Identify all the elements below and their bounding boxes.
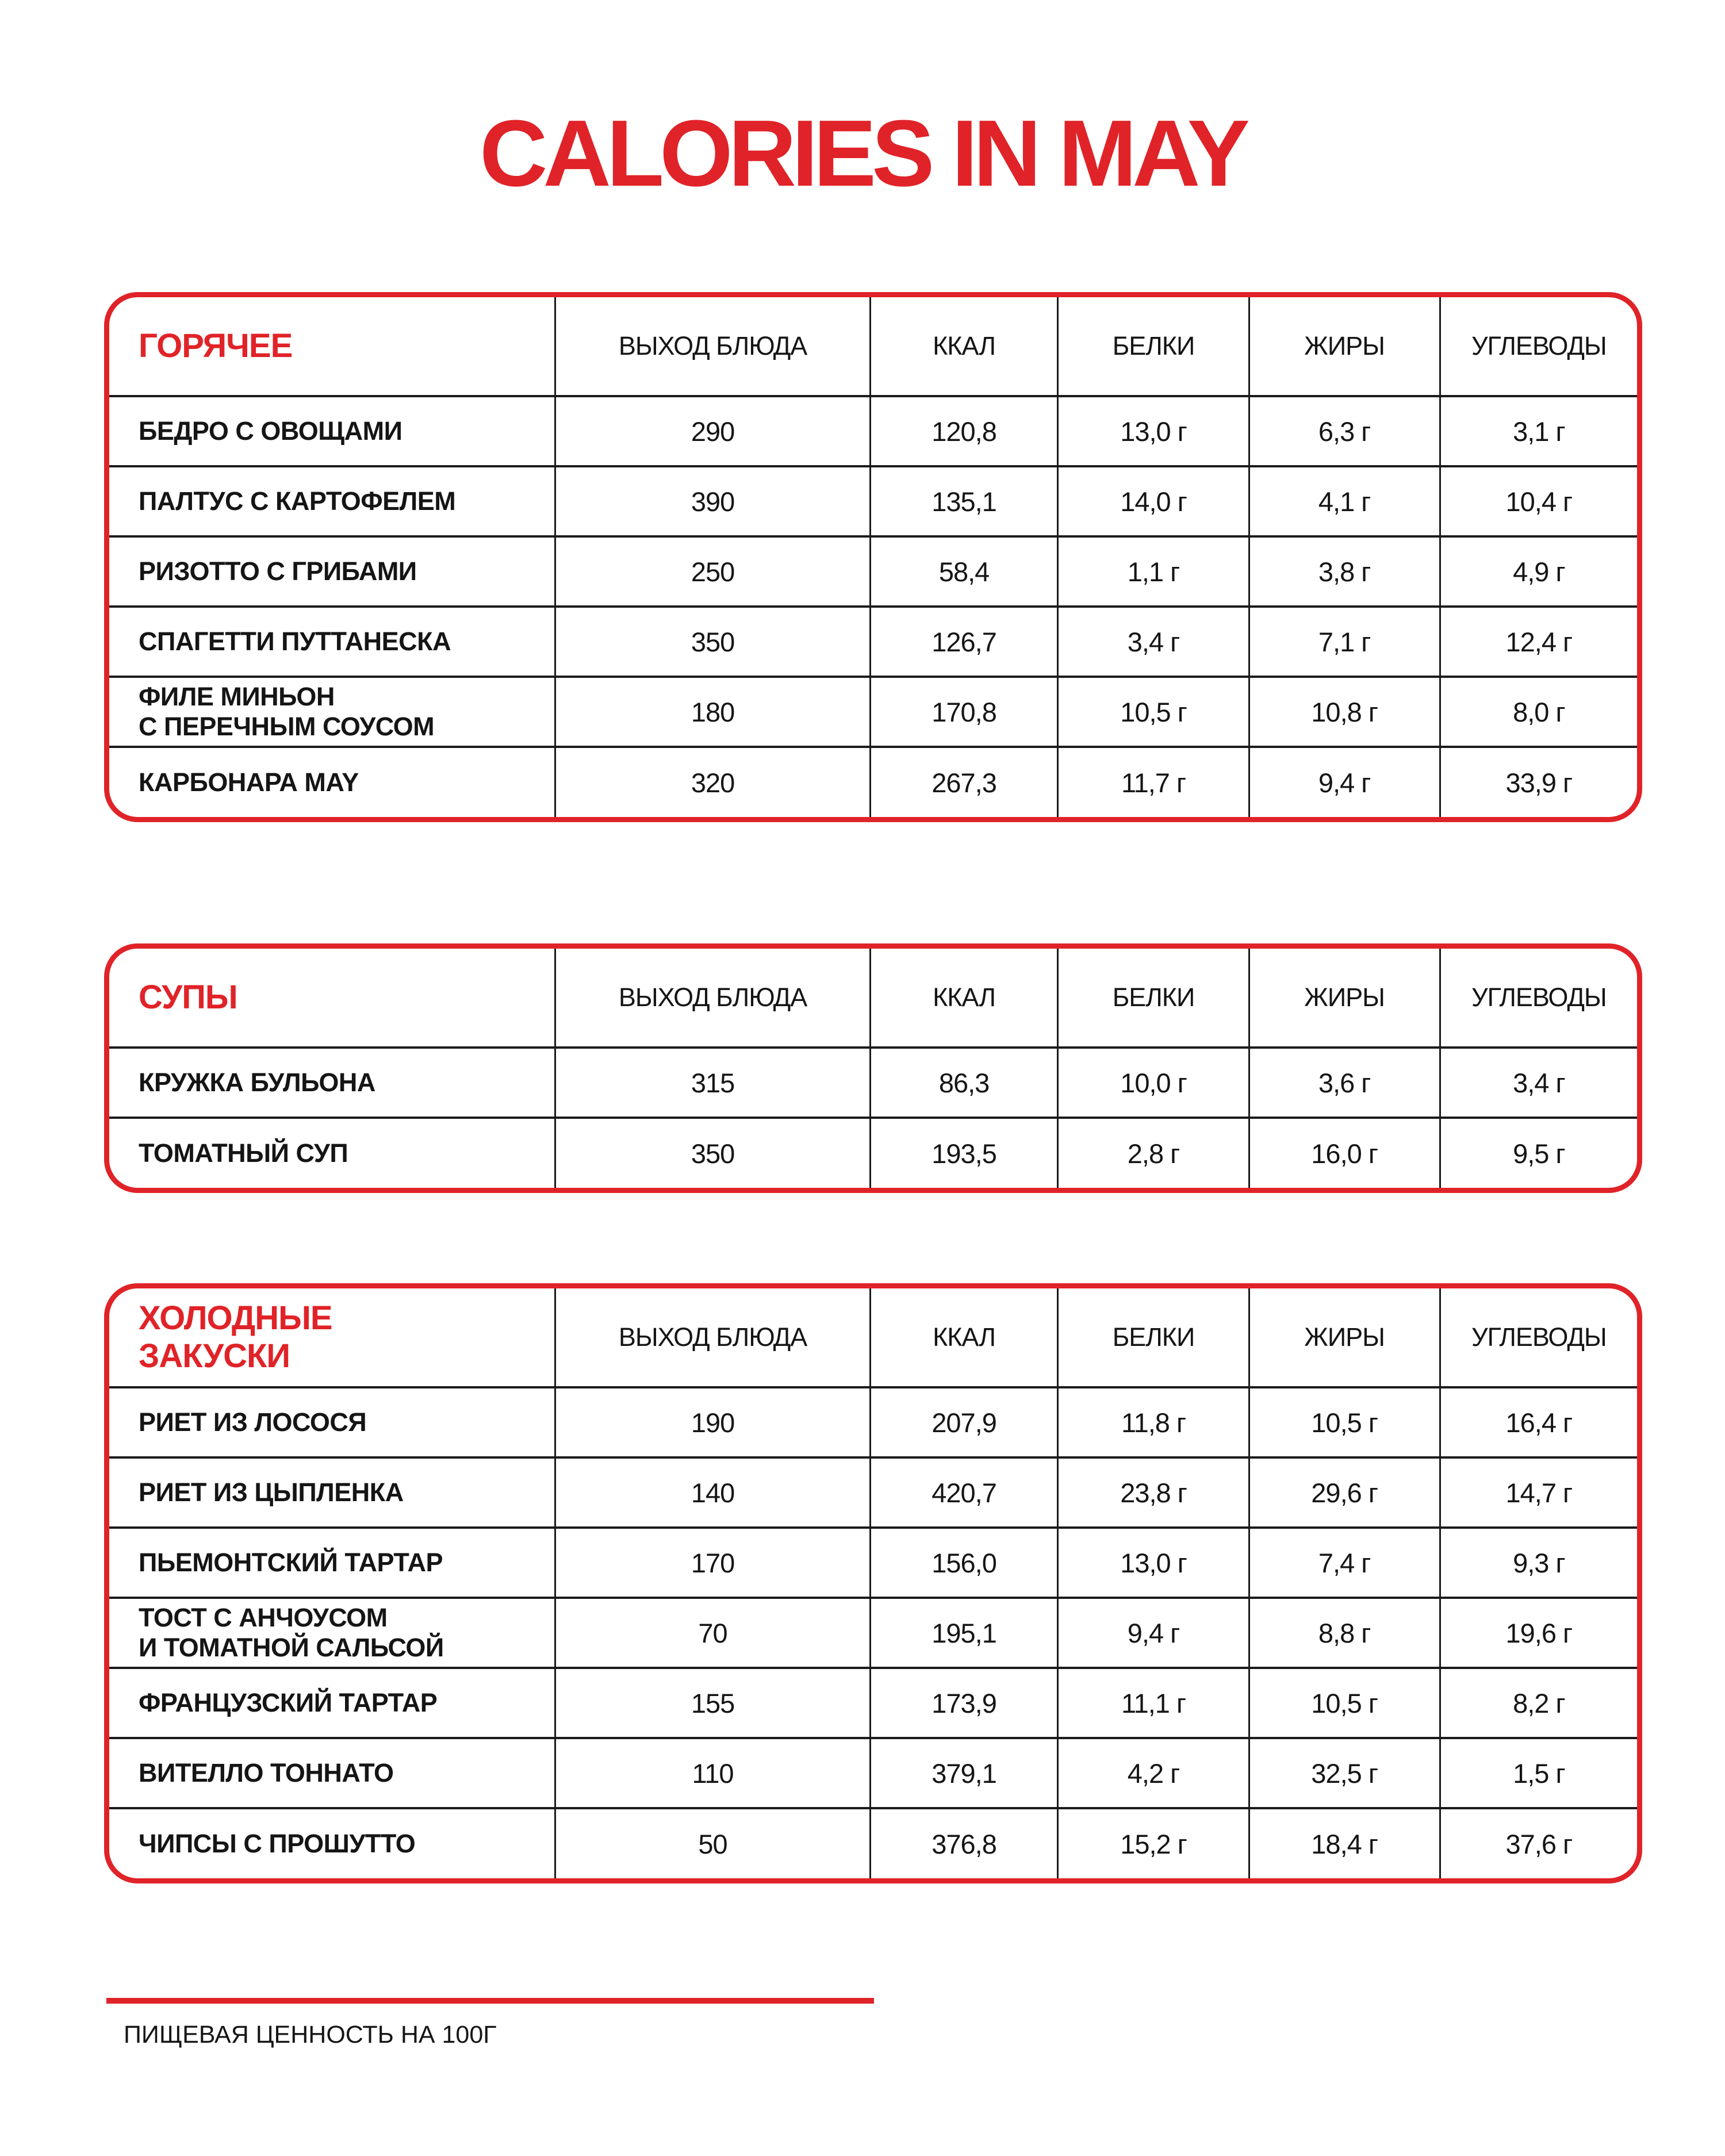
menu-table-cold-starters xyxy=(109,1288,1637,1878)
output-value: 290 xyxy=(555,396,870,466)
dish-name: СПАГЕТТИ ПУТТАНЕСКА xyxy=(109,607,555,677)
section-title-cold-starters: ХОЛОДНЫЕ ЗАКУСКИ xyxy=(109,1288,555,1387)
carbs-value: 16,4 г xyxy=(1440,1387,1637,1457)
table-card-hot xyxy=(104,292,1642,822)
protein-value: 1,1 г xyxy=(1058,536,1249,607)
dish-name: ФРАНЦУЗСКИЙ ТАРТАР xyxy=(109,1668,555,1738)
protein-value: 15,2 г xyxy=(1058,1808,1249,1878)
table-row xyxy=(109,747,1637,817)
fat-value: 7,1 г xyxy=(1249,607,1440,677)
carbs-value: 3,4 г xyxy=(1440,1048,1637,1118)
dish-name: ФИЛЕ МИНЬОН С ПЕРЕЧНЫМ СОУСОМ xyxy=(109,677,555,747)
table-row xyxy=(109,1738,1637,1808)
protein-value: 10,5 г xyxy=(1058,677,1249,747)
table-row xyxy=(109,1808,1637,1878)
protein-value: 2,8 г xyxy=(1058,1118,1249,1188)
protein-value: 3,4 г xyxy=(1058,607,1249,677)
carbs-value: 33,9 г xyxy=(1505,767,1573,798)
kcal-value: 195,1 xyxy=(870,1598,1058,1668)
table-row xyxy=(109,1598,1637,1668)
column-header: ККАЛ xyxy=(870,949,1058,1048)
kcal-value: 267,3 xyxy=(870,747,1058,817)
protein-value: 23,8 г xyxy=(1058,1457,1249,1528)
dish-name: ТОСТ С АНЧОУСОМ И ТОМАТНОЙ САЛЬСОЙ xyxy=(109,1598,555,1668)
kcal-value: 120,8 xyxy=(870,396,1058,466)
column-header: БЕЛКИ xyxy=(1058,297,1249,396)
fat-value: 10,5 г xyxy=(1249,1668,1440,1738)
column-header: ЖИРЫ xyxy=(1249,949,1440,1048)
table-row xyxy=(109,536,1637,607)
table-row xyxy=(109,1118,1637,1188)
carbs-value: 10,4 г xyxy=(1440,466,1637,536)
carbs-value: 1,5 г xyxy=(1440,1738,1637,1808)
column-header: ЖИРЫ xyxy=(1249,297,1440,396)
output-value: 180 xyxy=(555,677,870,747)
column-header: ККАЛ xyxy=(870,297,1058,396)
table-row xyxy=(109,466,1637,536)
fat-value: 16,0 г xyxy=(1249,1118,1440,1188)
header-row xyxy=(109,1288,1637,1387)
column-header: ЖИРЫ xyxy=(1249,1288,1440,1387)
tables-root xyxy=(104,292,1642,1883)
table-row xyxy=(109,677,1637,747)
fat-value: 10,5 г xyxy=(1249,1387,1440,1457)
fat-value: 10,8 г xyxy=(1249,677,1440,747)
protein-value: 13,0 г xyxy=(1058,396,1249,466)
kcal-value: 126,7 xyxy=(870,607,1058,677)
kcal-value: 170,8 xyxy=(870,677,1058,747)
column-header: ВЫХОД БЛЮДА xyxy=(555,1288,870,1387)
table-card-soups xyxy=(104,943,1642,1193)
footer xyxy=(0,1998,1725,2049)
fat-value: 29,6 г xyxy=(1249,1457,1440,1528)
page xyxy=(0,101,1725,2049)
carbs-value: 4,9 г xyxy=(1440,536,1637,607)
kcal-value: 376,8 xyxy=(870,1808,1058,1878)
dish-name: БЕДРО С ОВОЩАМИ xyxy=(109,396,555,466)
column-header: УГЛЕВОДЫ xyxy=(1440,297,1637,396)
section-title-soups: СУПЫ xyxy=(109,949,555,1048)
table-row xyxy=(109,1528,1637,1598)
protein-value: 4,2 г xyxy=(1058,1738,1249,1808)
output-value: 250 xyxy=(555,536,870,607)
table-row xyxy=(109,607,1637,677)
header-row xyxy=(109,297,1637,396)
table-card-cold-starters xyxy=(104,1283,1642,1883)
table-row xyxy=(109,1387,1637,1457)
carbs-value: 19,6 г xyxy=(1440,1598,1637,1668)
dish-name: КРУЖКА БУЛЬОНА xyxy=(109,1048,555,1118)
output-value: 155 xyxy=(555,1668,870,1738)
protein-value: 10,0 г xyxy=(1058,1048,1249,1118)
table-row xyxy=(109,1048,1637,1118)
output-value: 320 xyxy=(555,747,870,817)
kcal-value: 86,3 xyxy=(870,1048,1058,1118)
dish-name: КАРБОНАРА MAY xyxy=(109,747,555,817)
fat-value: 6,3 г xyxy=(1249,396,1440,466)
dish-name: ТОМАТНЫЙ СУП xyxy=(109,1118,555,1188)
protein-value: 11,1 г xyxy=(1058,1668,1249,1738)
column-header: БЕЛКИ xyxy=(1058,949,1249,1048)
fat-value: 7,4 г xyxy=(1249,1528,1440,1598)
protein-value: 11,7 г xyxy=(1058,747,1249,817)
menu-table-soups xyxy=(109,949,1637,1188)
carbs-value: 8,0 г xyxy=(1440,677,1637,747)
carbs-value: 9,3 г xyxy=(1440,1528,1637,1598)
kcal-value: 156,0 xyxy=(870,1528,1058,1598)
output-value: 350 xyxy=(555,1118,870,1188)
kcal-value: 58,4 xyxy=(870,536,1058,607)
carbs-value: 37,6 г xyxy=(1505,1828,1573,1859)
output-value: 110 xyxy=(555,1738,870,1808)
carbs-value: 9,5 г xyxy=(1513,1138,1565,1169)
output-value: 170 xyxy=(555,1528,870,1598)
output-value: 190 xyxy=(555,1387,870,1457)
kcal-value: 173,9 xyxy=(870,1668,1058,1738)
kcal-value: 135,1 xyxy=(870,466,1058,536)
dish-name: РИЕТ ИЗ ЦЫПЛЕНКА xyxy=(109,1457,555,1528)
output-value: 390 xyxy=(555,466,870,536)
table-row xyxy=(109,1668,1637,1738)
column-header: ККАЛ xyxy=(870,1288,1058,1387)
fat-value: 32,5 г xyxy=(1249,1738,1440,1808)
carbs-value: 8,2 г xyxy=(1440,1668,1637,1738)
column-header: УГЛЕВОДЫ xyxy=(1440,1288,1637,1387)
fat-value: 3,8 г xyxy=(1249,536,1440,607)
footer-divider xyxy=(106,1998,874,2004)
page-title: CALORIES IN MAY xyxy=(480,101,1245,206)
menu-table-hot xyxy=(109,297,1637,817)
fat-value: 9,4 г xyxy=(1249,747,1440,817)
carbs-value: 12,4 г xyxy=(1440,607,1637,677)
column-header: ВЫХОД БЛЮДА xyxy=(555,297,870,396)
kcal-value: 207,9 xyxy=(870,1387,1058,1457)
fat-value: 4,1 г xyxy=(1249,466,1440,536)
protein-value: 14,0 г xyxy=(1058,466,1249,536)
section-title-hot: ГОРЯЧЕЕ xyxy=(109,297,555,396)
carbs-value: 14,7 г xyxy=(1440,1457,1637,1528)
column-header: ВЫХОД БЛЮДА xyxy=(555,949,870,1048)
table-row xyxy=(109,396,1637,466)
output-value: 70 xyxy=(555,1598,870,1668)
column-header: УГЛЕВОДЫ xyxy=(1440,949,1637,1048)
output-value: 350 xyxy=(555,607,870,677)
column-header: БЕЛКИ xyxy=(1058,1288,1249,1387)
table-row xyxy=(109,1457,1637,1528)
protein-value: 9,4 г xyxy=(1058,1598,1249,1668)
dish-name: ПАЛТУС С КАРТОФЕЛЕМ xyxy=(109,466,555,536)
carbs-value: 3,1 г xyxy=(1440,396,1637,466)
fat-value: 8,8 г xyxy=(1249,1598,1440,1668)
kcal-value: 193,5 xyxy=(870,1118,1058,1188)
protein-value: 11,8 г xyxy=(1058,1387,1249,1457)
dish-name: ЧИПСЫ С ПРОШУТТО xyxy=(109,1808,555,1878)
dish-name: ВИТЕЛЛО ТОННАТО xyxy=(109,1738,555,1808)
kcal-value: 379,1 xyxy=(870,1738,1058,1808)
protein-value: 13,0 г xyxy=(1058,1528,1249,1598)
output-value: 315 xyxy=(555,1048,870,1118)
kcal-value: 420,7 xyxy=(870,1457,1058,1528)
dish-name: РИЗОТТО С ГРИБАМИ xyxy=(109,536,555,607)
footer-note: ПИЩЕВАЯ ЦЕННОСТЬ НА 100Г xyxy=(124,2021,497,2048)
dish-name: ПЬЕМОНТСКИЙ ТАРТАР xyxy=(109,1528,555,1598)
output-value: 140 xyxy=(555,1457,870,1528)
fat-value: 3,6 г xyxy=(1249,1048,1440,1118)
output-value: 50 xyxy=(555,1808,870,1878)
fat-value: 18,4 г xyxy=(1249,1808,1440,1878)
dish-name: РИЕТ ИЗ ЛОСОСЯ xyxy=(109,1387,555,1457)
header-row xyxy=(109,949,1637,1048)
